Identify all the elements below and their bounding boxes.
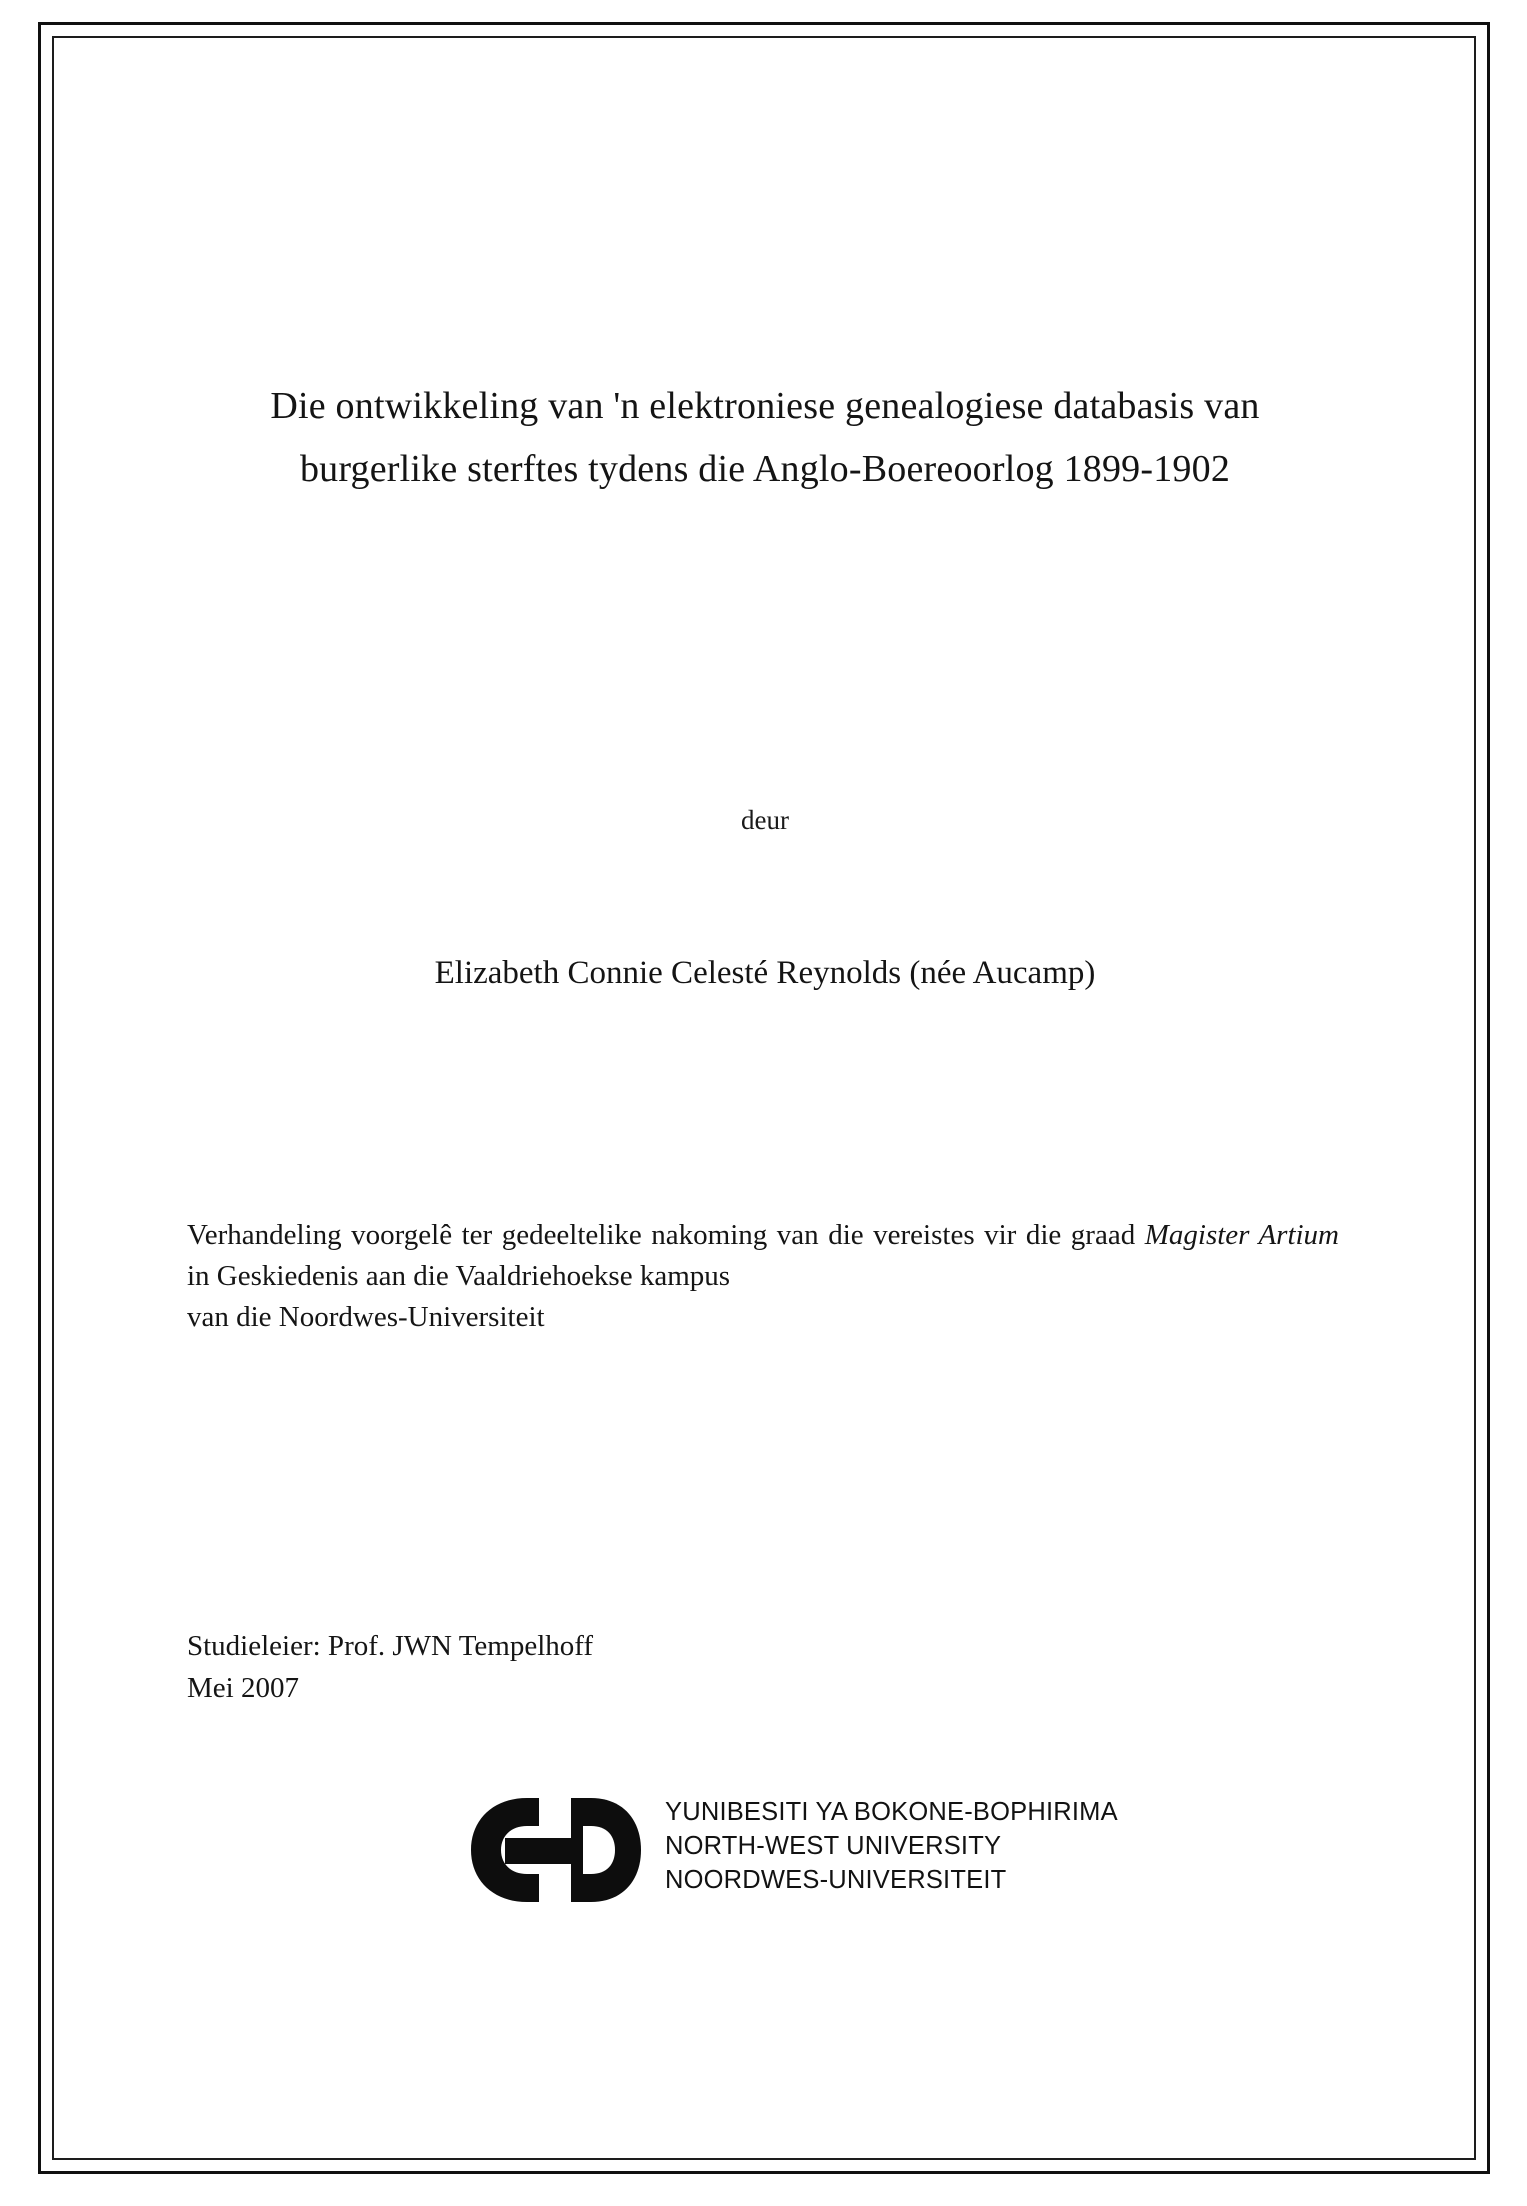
degree-name: Magister Artium (1144, 1219, 1340, 1251)
title-page-content (185, 0, 1345, 2206)
supervisor-line: Studieleier: Prof. JWN Tempelhoff (187, 1630, 594, 1662)
supervisor-block (187, 1625, 1087, 1709)
university-logo-text (665, 1796, 1118, 1898)
nwu-logo-icon (465, 1794, 653, 1906)
logo-text-line-1: YUNIBESITI YA BOKONE-BOPHIRIMA (665, 1798, 1118, 1826)
logo-text-line-3: NOORDWES-UNIVERSITEIT (665, 1865, 1007, 1894)
title-line-2: burgerlike sterftes tydens die Anglo-Boereoorlog 1899-1902 (299, 447, 1231, 490)
statement-text-part1: Verhandeling voorgelê ter gedeeltelike nakoming van die vereistes vir die graad (187, 1219, 1145, 1251)
degree-statement-paragraph (187, 1215, 1339, 1297)
statement-text-part2: in Geskiedenis aan die Vaaldriehoekse kampus (187, 1260, 731, 1293)
logo-text-line-2: NORTH-WEST UNIVERSITY (665, 1831, 1002, 1860)
page-title (185, 375, 1345, 500)
university-logo (465, 1790, 1185, 1920)
by-label: deur (741, 805, 789, 835)
degree-statement (187, 1215, 1339, 1339)
title-line-1: Die ontwikkeling van 'n elektroniese genealogiese databasis van (270, 385, 1260, 427)
statement-text-part3: van die Noordwes-Universiteit (187, 1301, 545, 1334)
date-line: Mei 2007 (187, 1672, 299, 1705)
author-name: Elizabeth Connie Celesté Reynolds (née Aucamp) (434, 955, 1096, 991)
